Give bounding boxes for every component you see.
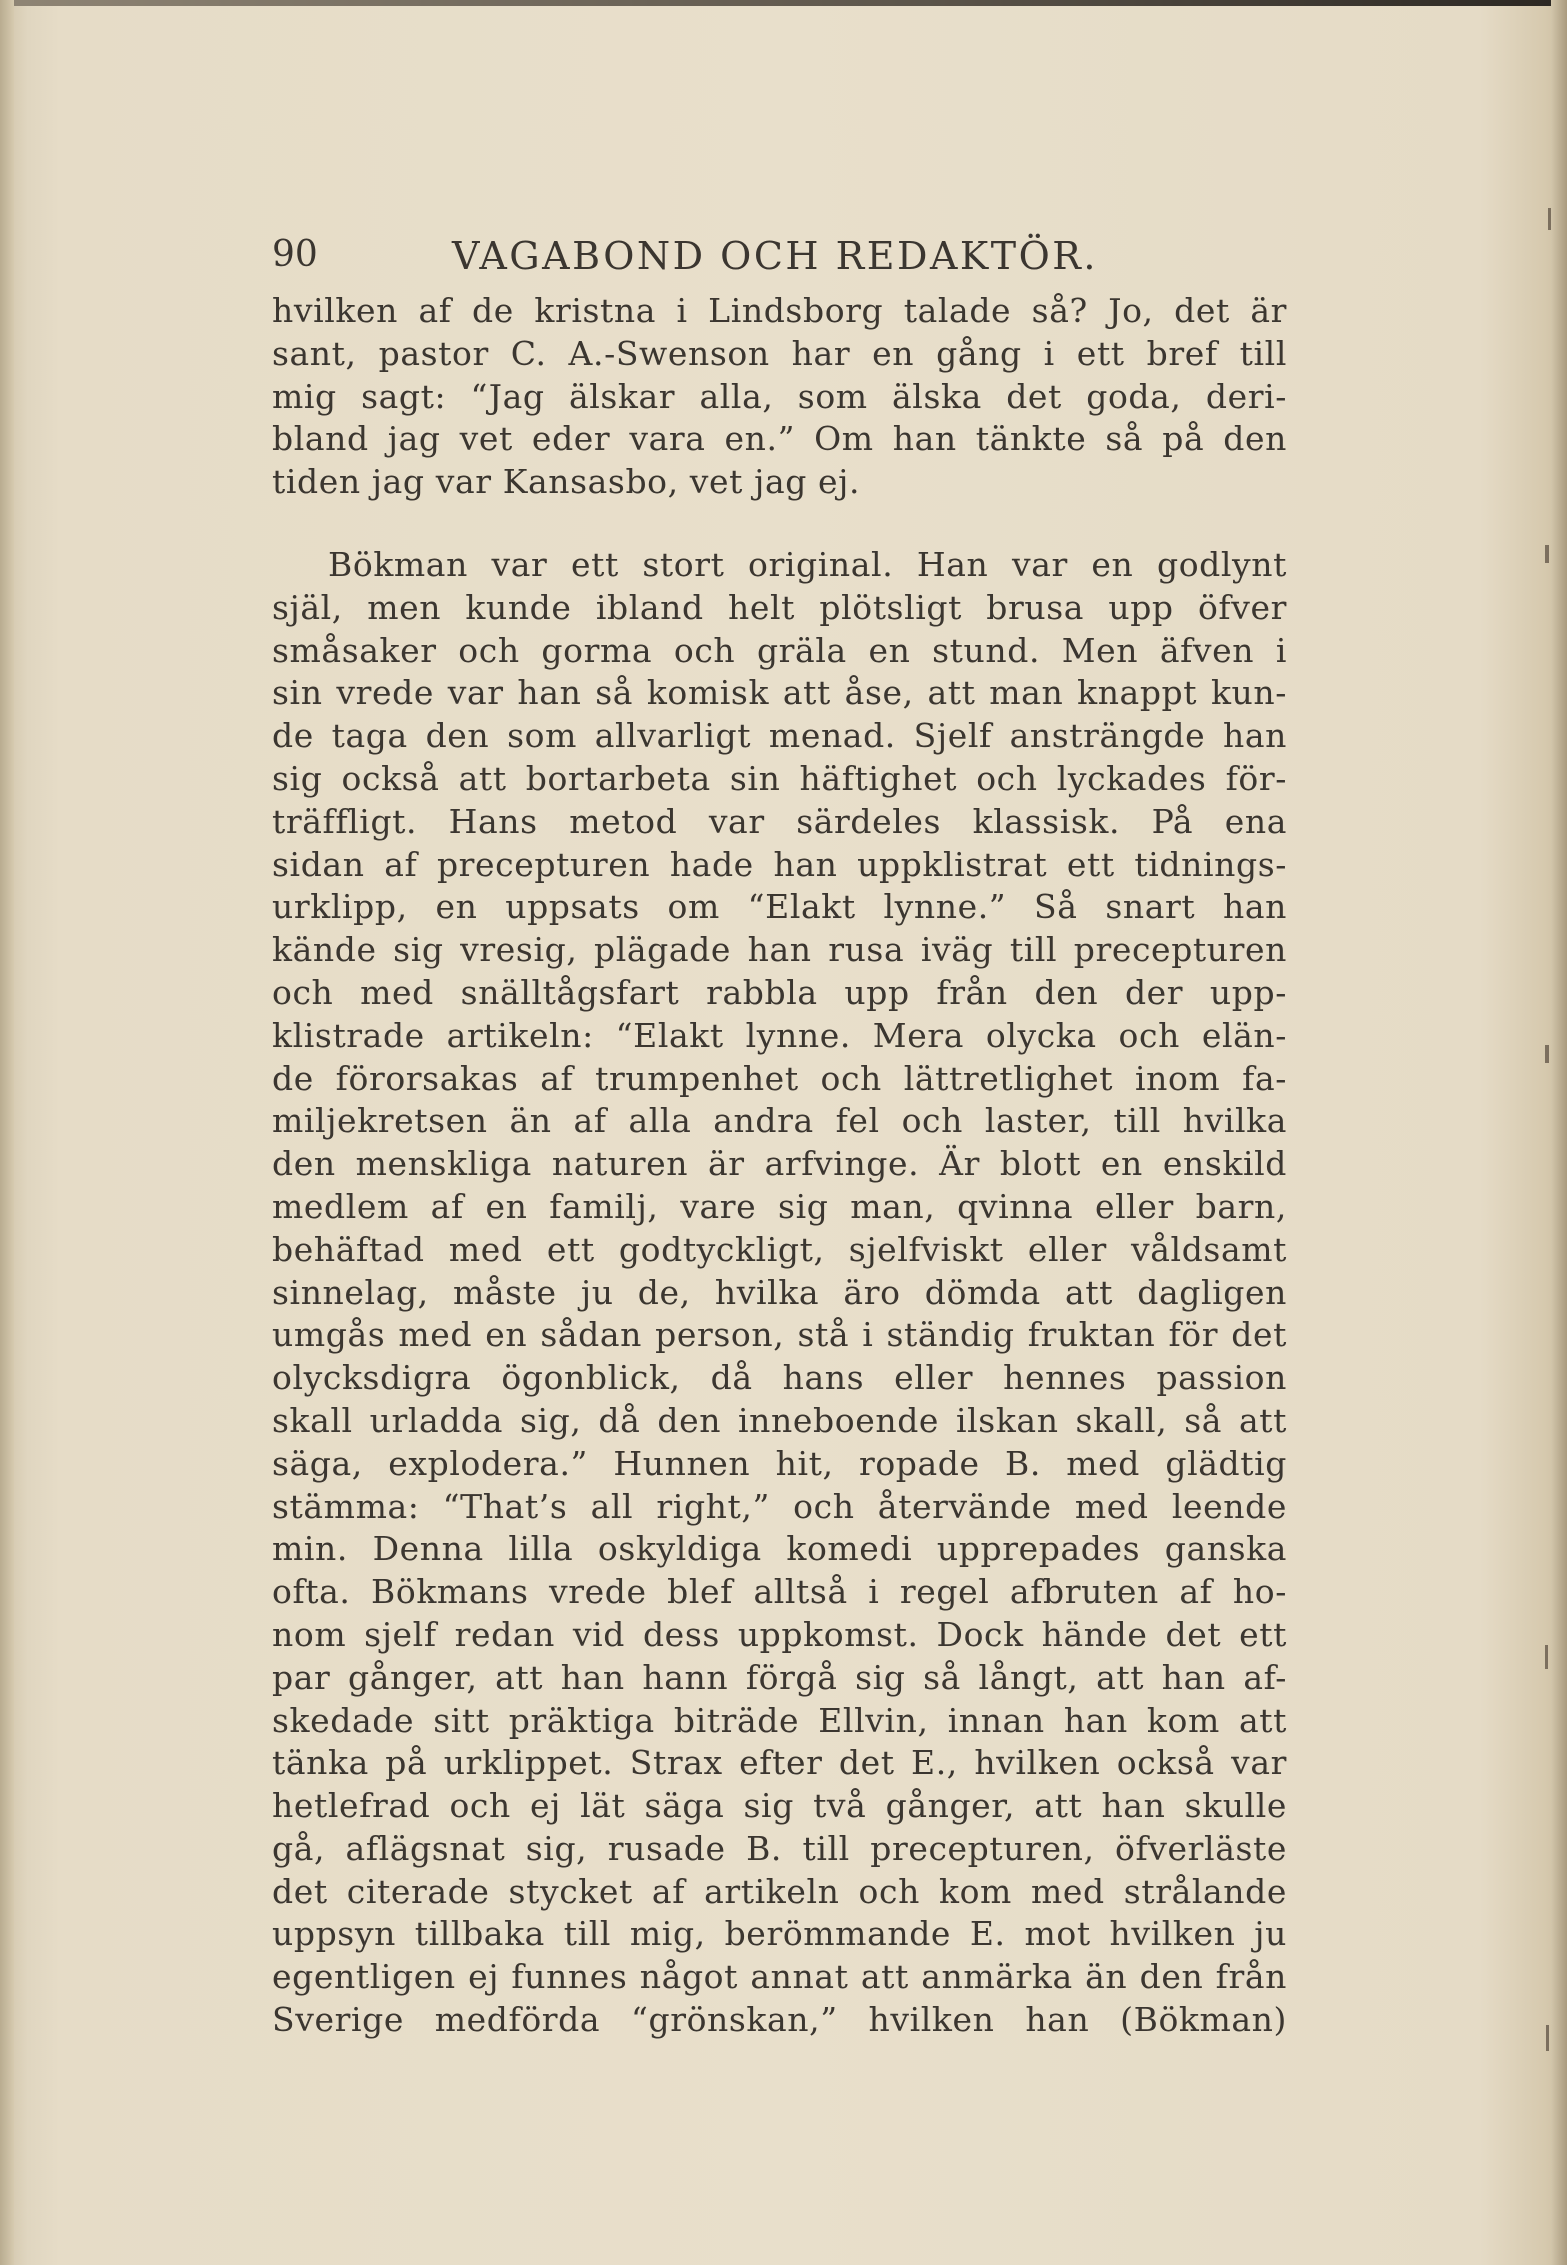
text-line: urklipp, en uppsats om “Elakt lynne.” Så snart han (272, 887, 1287, 927)
text-line: behäftad med ett godtyckligt, sjelfviskt eller våldsamt (272, 1229, 1287, 1269)
text-line: hetlefrad och ej lät säga sig två gånger, att han skulle (272, 1786, 1287, 1826)
text-line: den menskliga naturen är arfvinge. Är blott en enskild (272, 1144, 1287, 1184)
text-line: par gånger, att han hann förgå sig så långt, att han af- (272, 1657, 1287, 1697)
text-line: gå, aflägsnat sig, rusade B. till precepturen, öfverläste (272, 1828, 1287, 1868)
edge-mark (1545, 1645, 1548, 1669)
text-line: träffligt. Hans metod var särdeles klassisk. På ena (272, 801, 1287, 841)
text-line: ofta. Bökmans vrede blef alltså i regel afbruten af ho- (272, 1572, 1287, 1612)
text-line: medlem af en familj, vare sig man, qvinna eller barn, (272, 1186, 1287, 1226)
left-page-edge (0, 0, 14, 2265)
text-line: skedade sitt präktiga biträde Ellvin, innan han kom att (272, 1700, 1287, 1740)
top-edge-rule (0, 0, 1567, 6)
paragraph-2 (272, 544, 1287, 2042)
text-line: olycksdigra ögonblick, då hans eller hennes passion (272, 1358, 1287, 1398)
text-line: sig också att bortarbeta sin häftighet och lyckades för- (272, 758, 1287, 798)
text-line: sant, pastor C. A.-Swenson har en gång i ett bref till (272, 333, 1287, 373)
body-text (272, 290, 1287, 2042)
text-line: skall urladda sig, då den inneboende ilskan skall, så att (272, 1400, 1287, 1440)
text-line: egentligen ej funnes något annat att anmärka än den från (272, 1957, 1287, 1997)
text-line: sinnelag, måste ju de, hvilka äro dömda att dagligen (272, 1272, 1287, 1312)
running-title: VAGABOND OCH REDAKTÖR. (452, 234, 1098, 278)
text-line: de taga den som allvarligt menad. Sjelf ansträngde han (272, 716, 1287, 756)
edge-mark (1545, 1045, 1549, 1063)
paragraph-1 (272, 290, 1287, 504)
text-line: de förorsakas af trumpenhet och lättretlighet inom fa- (272, 1058, 1287, 1098)
text-line: säga, explodera.” Hunnen hit, ropade B. med glädtig (272, 1443, 1287, 1483)
text-line: mig sagt: “Jag älskar alla, som älska det goda, deri- (272, 376, 1287, 416)
text-line: hvilken af de kristna i Lindsborg talade så? Jo, det är (272, 291, 1287, 330)
text-line: Sverige medförda “grönskan,” hvilken han (Bökman) (272, 2000, 1287, 2040)
text-line: Bökman var ett stort original. Han var en godlynt (328, 544, 1287, 584)
paragraph-gap (272, 504, 1287, 544)
text-line: min. Denna lilla oskyldiga komedi upprepades ganska (272, 1529, 1287, 1569)
text-line: miljekretsen än af alla andra fel och laster, till hvilka (272, 1101, 1287, 1141)
text-line: och med snälltågsfart rabbla upp från den der upp- (272, 972, 1287, 1012)
right-page-edge (1551, 0, 1567, 2265)
text-line: sin vrede var han så komisk att åse, att man knappt kun- (272, 673, 1287, 713)
running-head (272, 234, 1292, 284)
text-line: klistrade artikeln: “Elakt lynne. Mera olycka och elän- (272, 1015, 1287, 1055)
text-line: tiden jag var Kansasbo, vet jag ej. (272, 462, 861, 502)
text-line: tänka på urklippet. Strax efter det E., hvilken också var (272, 1743, 1287, 1783)
page-number: 90 (272, 234, 318, 275)
text-line: småsaker och gorma och gräla en stund. Men äfven i (272, 630, 1287, 670)
text-line: det citerade stycket af artikeln och kom med strålande (272, 1871, 1287, 1911)
edge-mark (1545, 545, 1549, 563)
text-line: umgås med en sådan person, stå i ständig fruktan för det (272, 1315, 1287, 1355)
text-line: själ, men kunde ibland helt plötsligt brusa upp öfver (272, 587, 1287, 627)
text-line: kände sig vresig, plägade han rusa iväg till precepturen (272, 930, 1287, 970)
text-line: sidan af precepturen hade han uppklistrat ett tidnings- (272, 844, 1287, 884)
text-line: bland jag vet eder vara en.” Om han tänkte så på den (272, 419, 1287, 459)
text-line: stämma: “That’s all right,” och återvände med leende (272, 1486, 1287, 1526)
text-line: uppsyn tillbaka till mig, berömmande E. mot hvilken ju (272, 1914, 1287, 1954)
edge-mark (1548, 208, 1551, 230)
edge-mark (1546, 2025, 1549, 2051)
text-line: nom sjelf redan vid dess uppkomst. Dock hände det ett (272, 1614, 1287, 1654)
